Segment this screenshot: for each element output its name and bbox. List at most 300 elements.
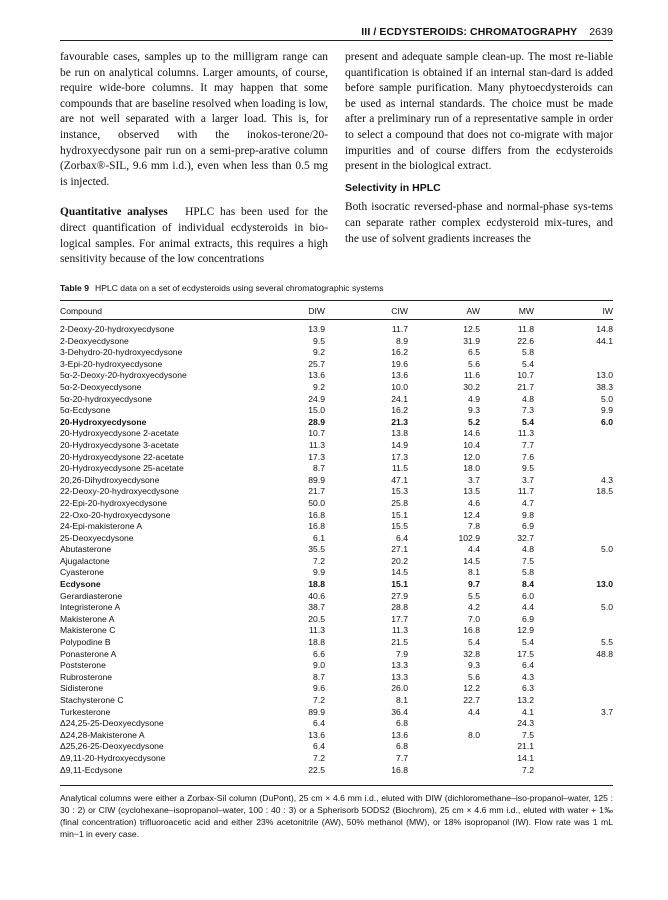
table-row	[60, 602, 613, 614]
ciw-cell: 6.8	[396, 718, 408, 729]
compound-cell: 20-Hydroxyecdysone	[60, 416, 147, 427]
ciw-cell: 16.2	[391, 347, 408, 358]
ciw-cell: 16.8	[391, 764, 408, 775]
diw-cell: 20.5	[308, 613, 325, 624]
left-paragraph-2	[60, 205, 328, 267]
table-row	[60, 579, 613, 591]
compound-cell: Stachysterone C	[60, 695, 124, 705]
ciw-cell: 7.9	[396, 648, 408, 659]
ciw-cell: 6.4	[396, 532, 408, 543]
diw-cell: 15.0	[308, 405, 325, 416]
table-row	[60, 753, 613, 765]
table-row	[60, 336, 613, 348]
table-row	[60, 730, 613, 742]
aw-cell: 9.3	[468, 660, 480, 671]
run-in-heading: Quantitative analyses	[60, 206, 168, 219]
ciw-cell: 7.7	[396, 752, 408, 763]
iw-cell: 5.5	[601, 637, 613, 648]
diw-cell: 7.2	[313, 695, 325, 705]
table-header-row	[60, 303, 613, 319]
table-caption	[60, 283, 613, 293]
compound-cell: 22-Oxo-20-hydroxyecdysone	[60, 509, 171, 520]
ciw-cell: 14.9	[391, 439, 408, 450]
ciw-cell: 25.8	[391, 497, 408, 508]
compound-cell: 2-Deoxy-20-hydroxyecdysone	[60, 324, 175, 334]
iw-cell: 13.0	[596, 579, 613, 590]
iw-cell	[534, 625, 613, 637]
aw-cell: 10.4	[463, 439, 480, 450]
diw-cell: 16.8	[308, 521, 325, 532]
mw-cell: 7.2	[522, 764, 534, 775]
ciw-cell: 21.3	[391, 416, 408, 427]
right-text-column	[345, 50, 613, 247]
compound-cell: 3-Epi-20-hydroxyecdysone	[60, 358, 163, 369]
diw-cell: 13.6	[308, 729, 325, 740]
col-header-iw: IW	[602, 306, 613, 316]
aw-cell: 7.0	[468, 613, 480, 624]
compound-cell: Turkesterone	[60, 706, 111, 717]
page-number: 2639	[589, 26, 613, 38]
table-caption-text: HPLC data on a set of ecdysteroids using several chromatographic systems	[94, 283, 384, 293]
iw-cell: 13.0	[596, 370, 613, 381]
mw-cell: 4.3	[522, 671, 534, 682]
diw-cell: 18.8	[308, 579, 325, 590]
compound-cell: 5α-Ecdysone	[60, 405, 111, 416]
compound-cell: Makisterone A	[60, 613, 115, 624]
iw-cell: 4.3	[601, 474, 613, 485]
col-header-mw: MW	[518, 306, 534, 316]
ciw-cell: 13.3	[391, 671, 408, 682]
diw-cell: 6.6	[313, 648, 325, 659]
compound-cell: Ponasterone A	[60, 648, 117, 659]
table-row	[60, 440, 613, 452]
compound-cell: 22-Epi-20-hydroxyecdysone	[60, 497, 168, 508]
mw-cell: 11.7	[517, 486, 534, 497]
aw-cell: 32.8	[463, 648, 480, 659]
compound-cell: Integristerone A	[60, 602, 121, 613]
mw-cell: 5.8	[522, 567, 534, 578]
ciw-cell: 27.1	[391, 544, 408, 555]
mw-cell: 24.3	[517, 718, 534, 729]
aw-cell: 31.9	[463, 335, 480, 346]
aw-cell: 5.4	[468, 637, 480, 648]
aw-cell: 18.0	[463, 463, 480, 474]
diw-cell: 40.6	[308, 590, 325, 601]
ciw-cell: 11.7	[391, 324, 408, 334]
mw-cell: 4.8	[522, 544, 534, 555]
compound-cell: 5α-2-Deoxy-20-hydroxyecdysone	[60, 370, 187, 381]
aw-cell: 12.2	[463, 683, 480, 694]
table-row	[60, 533, 613, 545]
table-label: Table 9	[60, 283, 89, 293]
diw-cell: 16.8	[308, 509, 325, 520]
table-body	[60, 324, 613, 776]
iw-cell	[534, 718, 613, 730]
aw-cell: 4.9	[468, 393, 480, 404]
table-row	[60, 649, 613, 661]
aw-cell	[408, 718, 480, 730]
mw-cell: 6.9	[522, 521, 534, 532]
iw-cell	[534, 660, 613, 672]
table-row	[60, 347, 613, 359]
diw-cell: 6.4	[313, 718, 325, 729]
ciw-cell: 26.0	[391, 683, 408, 694]
mw-cell: 6.4	[522, 660, 534, 671]
diw-cell: 35.5	[308, 544, 325, 555]
compound-cell: 3-Dehydro-20-hydroxyecdysone	[60, 347, 183, 358]
ciw-cell: 13.8	[391, 428, 408, 439]
table-row	[60, 637, 613, 649]
diw-cell: 89.9	[308, 474, 325, 485]
mw-cell: 10.7	[517, 370, 534, 381]
mw-cell: 5.8	[522, 347, 534, 358]
diw-cell: 17.3	[308, 451, 325, 462]
mw-cell: 9.5	[522, 463, 534, 474]
table-row	[60, 405, 613, 417]
iw-cell: 14.8	[596, 324, 613, 334]
aw-cell: 5.6	[468, 358, 480, 369]
mw-cell: 8.4	[522, 579, 534, 590]
iw-cell	[534, 741, 613, 753]
table-row	[60, 324, 613, 336]
diw-cell: 21.7	[308, 486, 325, 497]
diw-cell: 13.6	[308, 370, 325, 381]
table-row	[60, 370, 613, 382]
running-header	[345, 26, 613, 38]
diw-cell: 22.5	[308, 764, 325, 775]
aw-cell: 8.1	[468, 567, 480, 578]
iw-cell	[534, 556, 613, 568]
diw-cell: 6.1	[313, 532, 325, 543]
col-header-diw: DIW	[308, 306, 325, 316]
col-header-compound: Compound	[60, 306, 103, 316]
iw-cell	[534, 498, 613, 510]
compound-cell: 20-Hydroxyecdysone 22-acetate	[60, 451, 184, 462]
table-row	[60, 591, 613, 603]
ciw-cell: 11.5	[391, 463, 408, 474]
table-row	[60, 765, 613, 777]
table-row	[60, 486, 613, 498]
diw-cell: 6.4	[313, 741, 325, 752]
ciw-cell: 8.1	[396, 695, 408, 705]
diw-cell: 10.7	[308, 428, 325, 439]
compound-cell: Δ9,11-20-Hydroxyecdysone	[60, 752, 166, 763]
table-row	[60, 672, 613, 684]
table-row	[60, 498, 613, 510]
iw-cell	[534, 683, 613, 695]
iw-cell: 5.0	[601, 393, 613, 404]
mw-cell: 5.4	[522, 637, 534, 648]
table-row	[60, 625, 613, 637]
diw-cell: 25.7	[308, 358, 325, 369]
ciw-cell: 10.0	[391, 381, 408, 392]
diw-cell: 7.2	[313, 752, 325, 763]
compound-cell: Δ25,26-25-Deoxyecdysone	[60, 741, 164, 752]
compound-cell: 20-Hydroxyecdysone 3-acetate	[60, 439, 179, 450]
iw-cell: 18.5	[596, 486, 613, 497]
mw-cell: 12.9	[517, 625, 534, 636]
header-rule	[60, 40, 613, 41]
mw-cell: 17.5	[517, 648, 534, 659]
iw-cell: 38.3	[596, 381, 613, 392]
ciw-cell: 15.1	[391, 579, 408, 590]
diw-cell: 11.3	[308, 439, 325, 450]
diw-cell: 11.3	[308, 625, 325, 636]
diw-cell: 28.9	[308, 416, 325, 427]
aw-cell: 22.7	[463, 695, 480, 705]
iw-cell	[534, 730, 613, 742]
ciw-cell: 28.8	[391, 602, 408, 613]
table-row	[60, 382, 613, 394]
compound-cell: 2-Deoxyecdysone	[60, 335, 129, 346]
iw-cell: 6.0	[601, 416, 613, 427]
aw-cell	[408, 765, 480, 777]
table-row	[60, 695, 613, 707]
mw-cell: 4.7	[522, 497, 534, 508]
mw-cell: 3.7	[522, 474, 534, 485]
aw-cell: 102.9	[458, 532, 480, 543]
table-row	[60, 428, 613, 440]
ciw-cell: 15.1	[391, 509, 408, 520]
table-row	[60, 359, 613, 371]
diw-cell: 38.7	[308, 602, 325, 613]
diw-cell: 9.2	[313, 381, 325, 392]
iw-cell	[534, 359, 613, 371]
ciw-cell: 27.9	[391, 590, 408, 601]
diw-cell: 9.0	[313, 660, 325, 671]
col-header-ciw: CIW	[391, 306, 408, 316]
aw-cell: 4.6	[468, 497, 480, 508]
section-heading: Selectivity in HPLC	[345, 181, 441, 194]
aw-cell: 5.6	[468, 671, 480, 682]
compound-cell: Makisterone C	[60, 625, 116, 636]
aw-cell: 11.6	[463, 370, 480, 381]
compound-cell: 25-Deoxyecdysone	[60, 532, 134, 543]
iw-cell	[534, 753, 613, 765]
aw-cell: 14.6	[463, 428, 480, 439]
aw-cell: 12.5	[463, 324, 480, 334]
compound-cell: 24-Epi-makisterone A	[60, 521, 143, 532]
ciw-cell: 8.9	[396, 335, 408, 346]
diw-cell: 8.7	[313, 463, 325, 474]
mw-cell: 7.5	[522, 729, 534, 740]
mw-cell: 5.4	[522, 416, 534, 427]
hplc-data-table	[60, 303, 613, 776]
compound-cell: Poststerone	[60, 660, 106, 671]
aw-cell: 7.8	[468, 521, 480, 532]
compound-cell: Δ24,28-Makisterone A	[60, 729, 145, 740]
diw-cell: 9.6	[313, 683, 325, 694]
compound-cell: Abutasterone	[60, 544, 112, 555]
mw-cell: 7.5	[522, 555, 534, 566]
running-header-title: III / ECDYSTEROIDS: CHROMATOGRAPHY	[361, 26, 578, 38]
ciw-cell: 13.6	[391, 729, 408, 740]
table-footnote: Analytical columns were either a Zorbax-Sil column (DuPont), 25 cm × 4.6 mm i.d., eluted with DIW (dichloromethane–iso-propanol–water, 125 : 30 : 2) or CIW (cyclohexane–isopropanol–water, 100 : 40 : 3) or a Spherisorb 5ODS2 (Biochrom), 25 cm × 4.6 mm i.d., eluted with water + 1‰ (final concentration) trifluoroacetic acid and either 23% acetonitrile (AW), 50% methanol (MW), or 18% isopropanol (IW). Flow rate was 1 mL min−1 in every case.	[60, 793, 613, 840]
mw-cell: 4.8	[522, 393, 534, 404]
col-header-aw: AW	[466, 306, 480, 316]
diw-cell: 89.9	[308, 706, 325, 717]
compound-cell: Rubrosterone	[60, 671, 113, 682]
mw-cell: 11.3	[517, 428, 534, 439]
ciw-cell: 21.5	[391, 637, 408, 648]
table-row	[60, 614, 613, 626]
left-paragraph-2-text: HPLC has been used for the direct quantification of individual ecdysteroids in bio-logical samples. For animal extracts, this requires a high sensitivity because of the low concentrations	[60, 206, 328, 266]
diw-cell: 7.2	[313, 555, 325, 566]
diw-cell: 9.5	[313, 335, 325, 346]
iw-cell	[534, 463, 613, 475]
mw-cell: 22.6	[517, 335, 534, 346]
iw-cell: 3.7	[601, 706, 613, 717]
right-paragraph-2: Both isocratic reversed-phase and normal-phase sys-tems can separate rather complex ecdysteroid mix-tures, and the use of solvent gradients increases the	[345, 201, 613, 245]
aw-cell: 3.7	[468, 474, 480, 485]
iw-cell: 5.0	[601, 602, 613, 613]
table-row	[60, 417, 613, 429]
mw-cell: 7.6	[522, 451, 534, 462]
left-text-column	[60, 50, 328, 268]
table-row	[60, 741, 613, 753]
ciw-cell: 11.3	[391, 625, 408, 636]
table-row	[60, 683, 613, 695]
compound-cell: 20,26-Dihydroxyecdysone	[60, 474, 160, 485]
ciw-cell: 47.1	[391, 474, 408, 485]
iw-cell	[534, 510, 613, 522]
iw-cell	[534, 533, 613, 545]
ciw-cell: 20.2	[391, 555, 408, 566]
diw-cell: 13.9	[308, 324, 325, 334]
mw-cell: 7.3	[522, 405, 534, 416]
ciw-cell: 13.6	[391, 370, 408, 381]
diw-cell: 8.7	[313, 671, 325, 682]
iw-cell	[534, 452, 613, 464]
table-row	[60, 452, 613, 464]
mw-cell: 32.7	[517, 532, 534, 543]
mw-cell: 7.7	[522, 439, 534, 450]
compound-cell: 20-Hydroxyecdysone 25-acetate	[60, 463, 184, 474]
ciw-cell: 16.2	[391, 405, 408, 416]
aw-cell: 13.5	[463, 486, 480, 497]
table-row	[60, 544, 613, 556]
diw-cell: 18.8	[308, 637, 325, 648]
compound-cell: Ajugalactone	[60, 555, 110, 566]
compound-cell: Cyasterone	[60, 567, 104, 578]
iw-cell	[534, 672, 613, 684]
aw-cell: 14.5	[463, 555, 480, 566]
compound-cell: 22-Deoxy-20-hydroxyecdysone	[60, 486, 179, 497]
aw-cell	[408, 741, 480, 753]
aw-cell: 9.7	[468, 579, 480, 590]
iw-cell	[534, 591, 613, 603]
iw-cell	[534, 347, 613, 359]
mw-cell: 6.0	[522, 590, 534, 601]
compound-cell: Δ9,11-Ecdysone	[60, 764, 123, 775]
ciw-cell: 19.6	[391, 358, 408, 369]
aw-cell: 4.2	[468, 602, 480, 613]
ciw-cell: 13.3	[391, 660, 408, 671]
table-row	[60, 463, 613, 475]
compound-cell: Ecdysone	[60, 579, 101, 590]
table-row	[60, 556, 613, 568]
table-row	[60, 718, 613, 730]
table-bottom-rule	[60, 785, 613, 786]
mw-cell: 21.7	[517, 381, 534, 392]
aw-cell: 9.3	[468, 405, 480, 416]
iw-cell	[534, 614, 613, 626]
iw-cell	[534, 521, 613, 533]
mw-cell: 13.2	[517, 695, 534, 705]
table-row	[60, 660, 613, 672]
aw-cell: 5.5	[468, 590, 480, 601]
table-row	[60, 567, 613, 579]
table-row	[60, 394, 613, 406]
ciw-cell: 17.7	[391, 613, 408, 624]
table-row	[60, 475, 613, 487]
aw-cell: 4.4	[468, 706, 480, 717]
table-top-rule	[60, 300, 613, 301]
aw-cell: 4.4	[468, 544, 480, 555]
iw-cell: 5.0	[601, 544, 613, 555]
aw-cell: 8.0	[468, 729, 480, 740]
mw-cell: 14.1	[517, 752, 534, 763]
ciw-cell: 36.4	[391, 706, 408, 717]
iw-cell: 9.9	[601, 405, 613, 416]
iw-cell: 48.8	[596, 648, 613, 659]
iw-cell	[534, 765, 613, 777]
table-row	[60, 510, 613, 522]
aw-cell: 6.5	[468, 347, 480, 358]
diw-cell: 24.9	[308, 393, 325, 404]
mw-cell: 5.4	[522, 358, 534, 369]
compound-cell: Polypodine B	[60, 637, 111, 648]
mw-cell: 9.8	[522, 509, 534, 520]
ciw-cell: 14.5	[391, 567, 408, 578]
mw-cell: 4.4	[522, 602, 534, 613]
diw-cell: 50.0	[308, 497, 325, 508]
aw-cell: 12.4	[463, 509, 480, 520]
compound-cell: 20-Hydroxyecdysone 2-acetate	[60, 428, 179, 439]
ciw-cell: 6.8	[396, 741, 408, 752]
ciw-cell: 24.1	[391, 393, 408, 404]
right-paragraph-1: present and adequate sample clean-up. The most re-liable quantification is obtained if an internal stan-dard is added before sample purification. Many phytoecdysteroids can be used as internal standards. The choice must be made after a preliminary run of a representative sample in order to select a compound that does not co-migrate with major impurities and of course differs from the ecdysteroids present in the biological extract.	[345, 51, 613, 173]
ciw-cell: 17.3	[391, 451, 408, 462]
table-row	[60, 521, 613, 533]
table-row	[60, 707, 613, 719]
compound-cell: Sidisterone	[60, 683, 103, 694]
compound-cell: Gerardiasterone	[60, 590, 123, 601]
mw-cell: 11.8	[517, 324, 534, 334]
mw-cell: 6.3	[522, 683, 534, 694]
mw-cell: 4.1	[522, 706, 534, 717]
ciw-cell: 15.3	[391, 486, 408, 497]
aw-cell: 12.0	[463, 451, 480, 462]
compound-cell: 5α-2-Deoxyecdysone	[60, 381, 142, 392]
aw-cell: 16.8	[463, 625, 480, 636]
mw-cell: 6.9	[522, 613, 534, 624]
compound-cell: Δ24,25-25-Deoxyecdysone	[60, 718, 164, 729]
left-paragraph-1: favourable cases, samples up to the milligram range can be run on analytical columns. Larger amounts, of course, require wide-bore columns. It may happen that some compounds that are baseline resolved when loading is low, are not well separated with a larger load. This is, for instance, observed with the inokos-terone/20-hydroxyecdysone pair run on a semi-prep-arative column (Zorbax®-SIL, 9.6 mm i.d.), even when less than 0.5 mg is injected.	[60, 51, 328, 188]
aw-cell: 30.2	[463, 381, 480, 392]
ciw-cell: 15.5	[391, 521, 408, 532]
aw-cell	[408, 753, 480, 765]
iw-cell	[534, 428, 613, 440]
aw-cell: 5.2	[468, 416, 480, 427]
iw-cell	[534, 567, 613, 579]
diw-cell: 9.9	[313, 567, 325, 578]
compound-cell: 5α-20-hydroxyecdysone	[60, 393, 152, 404]
iw-cell	[534, 695, 613, 707]
iw-cell	[534, 440, 613, 452]
iw-cell: 44.1	[596, 335, 613, 346]
mw-cell: 21.1	[517, 741, 534, 752]
